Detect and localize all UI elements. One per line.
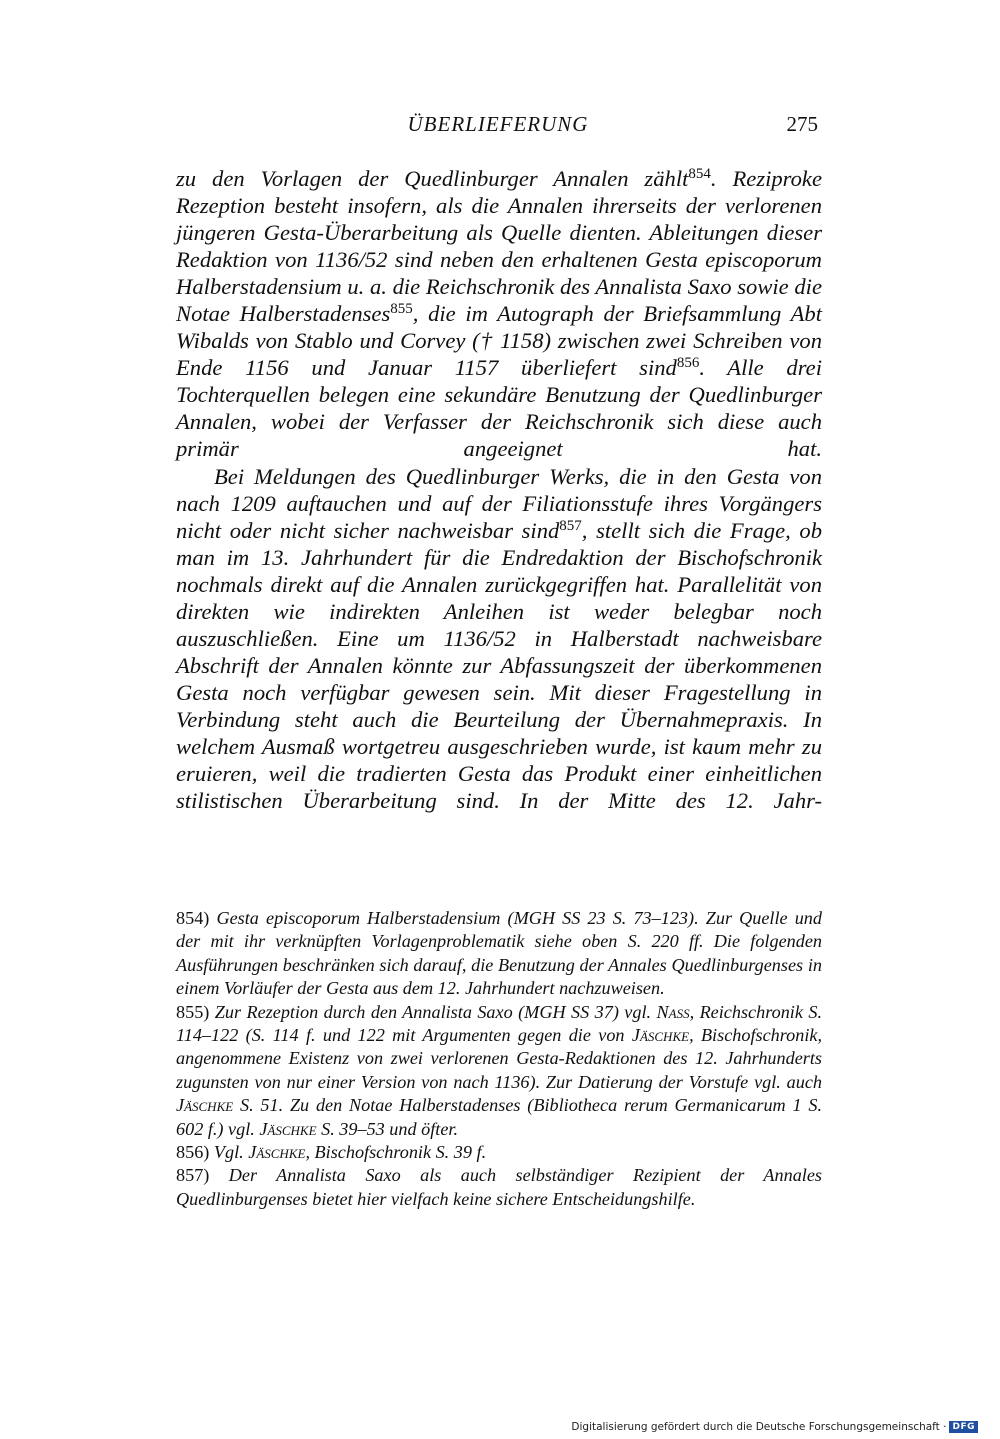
footnote-marker-855: 855 xyxy=(390,301,413,318)
footnote-856 xyxy=(176,1141,822,1164)
footnote-number: 854) xyxy=(176,908,210,928)
author-name: Jäschke xyxy=(631,1025,690,1046)
text-run: Bei Meldungen des Quedlinburger Werks, die in den Gesta von nach 1209 auftauchen und auf der Filiationsstufe ihres Vorgängers nicht oder nicht sicher nachweisbar sind xyxy=(176,463,822,543)
footnote-number: 855) xyxy=(176,1001,210,1022)
footnote-marker-856: 856 xyxy=(676,355,700,372)
author-name: Nass xyxy=(656,1001,690,1022)
footnote-text: , Bischofschronik S. 39 f. xyxy=(305,1142,487,1163)
running-head: ÜBERLIEFERUNG xyxy=(407,112,589,136)
text-run: . Alle drei Tochterquellen belegen eine sekundäre Benutzung der Quedlinburger Annalen, wobei der Verfasser der Reichschronik sich diese auch primär angeeignet hat. xyxy=(176,355,822,462)
footnote-text: Vgl. xyxy=(213,1142,244,1163)
footnote-text: , Reichschronik S. 114–122 (S. 114 f. und 122 mit Argumenten gegen die von xyxy=(176,1001,822,1046)
text-run: , die im Autograph der Briefsammlung Abt Wibalds von Stablo und Corvey († 1158) zwischen zwei Schreiben von Ende 1156 und Januar 1157 überliefert sind xyxy=(176,301,822,381)
credit-text: Digitalisierung gefördert durch die Deutsche Forschungsgemeinschaft · xyxy=(571,1421,947,1433)
digitization-credit xyxy=(571,1421,978,1433)
text-run: zu den Vorlagen der Quedlinburger Annalen zählt xyxy=(176,166,689,191)
author-name: Jäschke xyxy=(176,1095,234,1116)
paragraph-1 xyxy=(176,165,822,463)
dfg-logo: DFG xyxy=(949,1421,978,1433)
page-number: 275 xyxy=(786,112,818,136)
footnote-text: S. 39–53 und öfter. xyxy=(321,1118,459,1139)
footnote-marker-854: 854 xyxy=(688,166,711,182)
footnote-marker-857: 857 xyxy=(559,517,582,534)
footnote-857 xyxy=(176,1164,822,1211)
footnote-text: S. 51. Zu den Notae Halberstadenses (Bibliotheca rerum Germanicarum 1 S. 602 f.) vgl. xyxy=(176,1095,822,1139)
footnote-text: Gesta episcoporum Halberstadensium (MGH SS 23 S. 73–123). Zur Quelle und der mit ihr verknüpften Vorlagenproblematik siehe oben S. 220 ff. Die folgenden Ausführungen beschränken sich darauf, die Benutzung der Annales Quedlinburgenses in einem Vorläufer der Gesta aus dem 12. Jahrhundert nachzuweisen. xyxy=(176,908,822,999)
author-name: Jäschke xyxy=(259,1118,317,1139)
page-header xyxy=(176,112,820,146)
footnote-text: Der Annalista Saxo als auch selbständiger Rezipient der Annales Quedlinburgenses bietet hier vielfach keine sichere Entscheidungshilfe. xyxy=(176,1165,823,1209)
paragraph-2 xyxy=(176,463,822,815)
text-run: , stellt sich die Frage, ob man im 13. Jahrhundert für die Endredaktion der Bischofschronik nochmals direkt auf die Annalen zurückgegriffen hat. Parallelität von direkten wie indirekten Anleihen ist weder belegbar noch auszuschließen. Eine um 1136/52 in Halberstadt nachweisbare Abschrift der Annalen könnte zur Abfassungszeit der überkommenen Gesta noch verfügbar gewesen sein. Mit dieser Fragestellung in Verbindung steht auch die Beurteilung der Übernahmepraxis. In welchem Ausmaß wortgetreu ausgeschrieben wurde, ist kaum mehr zu eruieren, weil die tradierten Gesta das Produkt einer einheitlichen stilistischen Überarbeitung sind. In der Mitte des 12. Jahr- xyxy=(176,517,822,814)
footnotes xyxy=(176,907,822,1211)
footnote-855 xyxy=(176,1001,822,1141)
footnote-text: Zur Rezeption durch den Annalista Saxo (MGH SS 37) vgl. xyxy=(214,1001,652,1022)
footnote-number: 857) xyxy=(176,1165,210,1186)
author-name: Jäschke xyxy=(248,1142,306,1163)
text-run: . Reziproke Rezeption besteht insofern, als die Annalen ihrerseits der verlorenen jüngeren Gesta-Überarbeitung als Quelle dienten. Ableitungen dieser Redaktion von 1136/52 sind neben den erhaltenen Gesta episcoporum Halberstadensium u. a. die Reichschronik des Annalista Saxo sowie die Notae Halberstadenses xyxy=(176,166,822,327)
footnote-number: 856) xyxy=(176,1142,210,1163)
footnote-text: , Bischofschronik, angenommene Existenz von zwei verlorenen Gesta-Redaktionen des 12. Jahrhunderts zugunsten von nur einer Version von nach 1136). Zur Datierung der Vorstufe vgl. auch xyxy=(176,1025,823,1092)
footnote-854 xyxy=(176,907,822,1001)
main-text xyxy=(176,165,822,814)
